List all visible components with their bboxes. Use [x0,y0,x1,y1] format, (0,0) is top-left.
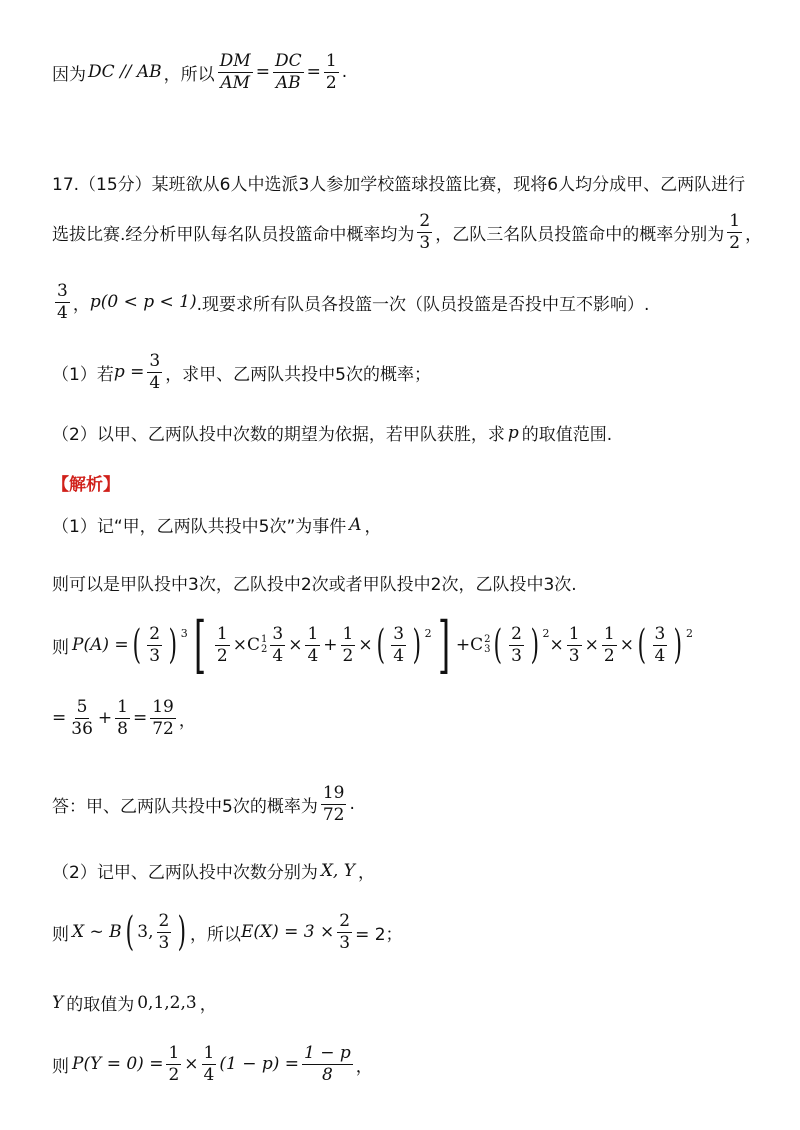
analysis-heading: 【解析】 [52,475,120,495]
y-values-line: Y 的取值为 0,1,2,3 ， [52,992,217,1015]
fraction: $\frac{3}{4}$ [57,281,68,323]
sub-question-1: （1）若 p = $\frac{3}{4}$ ，求甲、乙两队共投中5次的概率； [52,351,432,393]
fraction: $\frac{3}{4}$ [149,351,161,393]
question-line-1: 17.（15分）某班欲从6人中选派3人参加学校篮球投篮比赛，现将6人均分成甲、乙两队进行 [52,175,746,195]
question-line-2: 选拔比赛.经分析甲队每名队员投篮命中概率均为 $\frac{2}{3}$ ，乙队三名队员投篮命中的概率分别为 $\frac{1}{2}$ ， [52,211,763,253]
question-line-3: $\frac{3}{4}$ ， p(0 < p < 1) .现要求所有队员各投篮一次（队员投篮是否投中互不影响）. [57,281,650,323]
conclusion-line: 因为 DC // AB ，所以 $\frac{DM}{AM}$ = $\frac{DC}{AB}$ = $\frac{1}{2}$ . [52,51,348,93]
analysis-line-1: （1）记“甲，乙两队共投中5次”为事件 A ， [52,514,382,537]
fraction: $\frac{2}{3}$ [419,211,431,253]
analysis-line-part2: （2）记甲、乙两队投中次数分别为 X, Y ， [52,860,375,883]
text: ，所以 [163,64,215,85]
answer-line: 答：甲、乙两队共投中5次的概率为 $\frac{19}{72}$ . [52,783,355,825]
math: DC // AB [88,62,162,83]
fraction: $\frac{1}{2}$ [729,211,741,253]
sub-question-2: （2）以甲、乙两队投中次数的期望为依据，若甲队获胜，求 p 的取值范围. [52,422,613,445]
probability-result: = $\frac{5}{36}$ + $\frac{1}{8}$ = $\frac{19}{72}$ ， [52,697,196,739]
binomial-line: 则 X ~ B ( 3, $\frac{2}{3}$ ) ，所以 E(X) = 3 × $\frac{2}{3}$ = 2； [52,909,403,956]
fraction: $\frac{DM}{AM}$ [219,51,251,93]
analysis-line-2: 则可以是甲队投中3次，乙队投中2次或者甲队投中2次，乙队投中3次. [52,575,577,595]
text: 因为 [52,64,86,85]
fraction: $\frac{DC}{AB}$ [274,51,302,93]
py0-line: 则 P(Y = 0) = $\frac{1}{2}$ × $\frac{1}{4}$ (1 − p) = $\frac{1 - p}{8}$ ， [52,1043,373,1085]
probability-formula: 则 P(A) = ( $\frac{2}{3}$ ) $^3$ [ $\frac{1}{2}$ × C 1 2 $\frac{3}{4}$ × $\frac{1}{4}$ + $\frac{1}{2}$ × ( $\frac{3}{4}$ ) $^2$ ] + C 2 3 ( $\frac{2}{3}$ ) $^2$ × $\frac{1}{3}$ × $\frac{1}{2}$ × ( $\frac{3}{4}$ ) $^2$ [52,608,693,681]
fraction: $\frac{1}{2}$ [325,51,337,93]
